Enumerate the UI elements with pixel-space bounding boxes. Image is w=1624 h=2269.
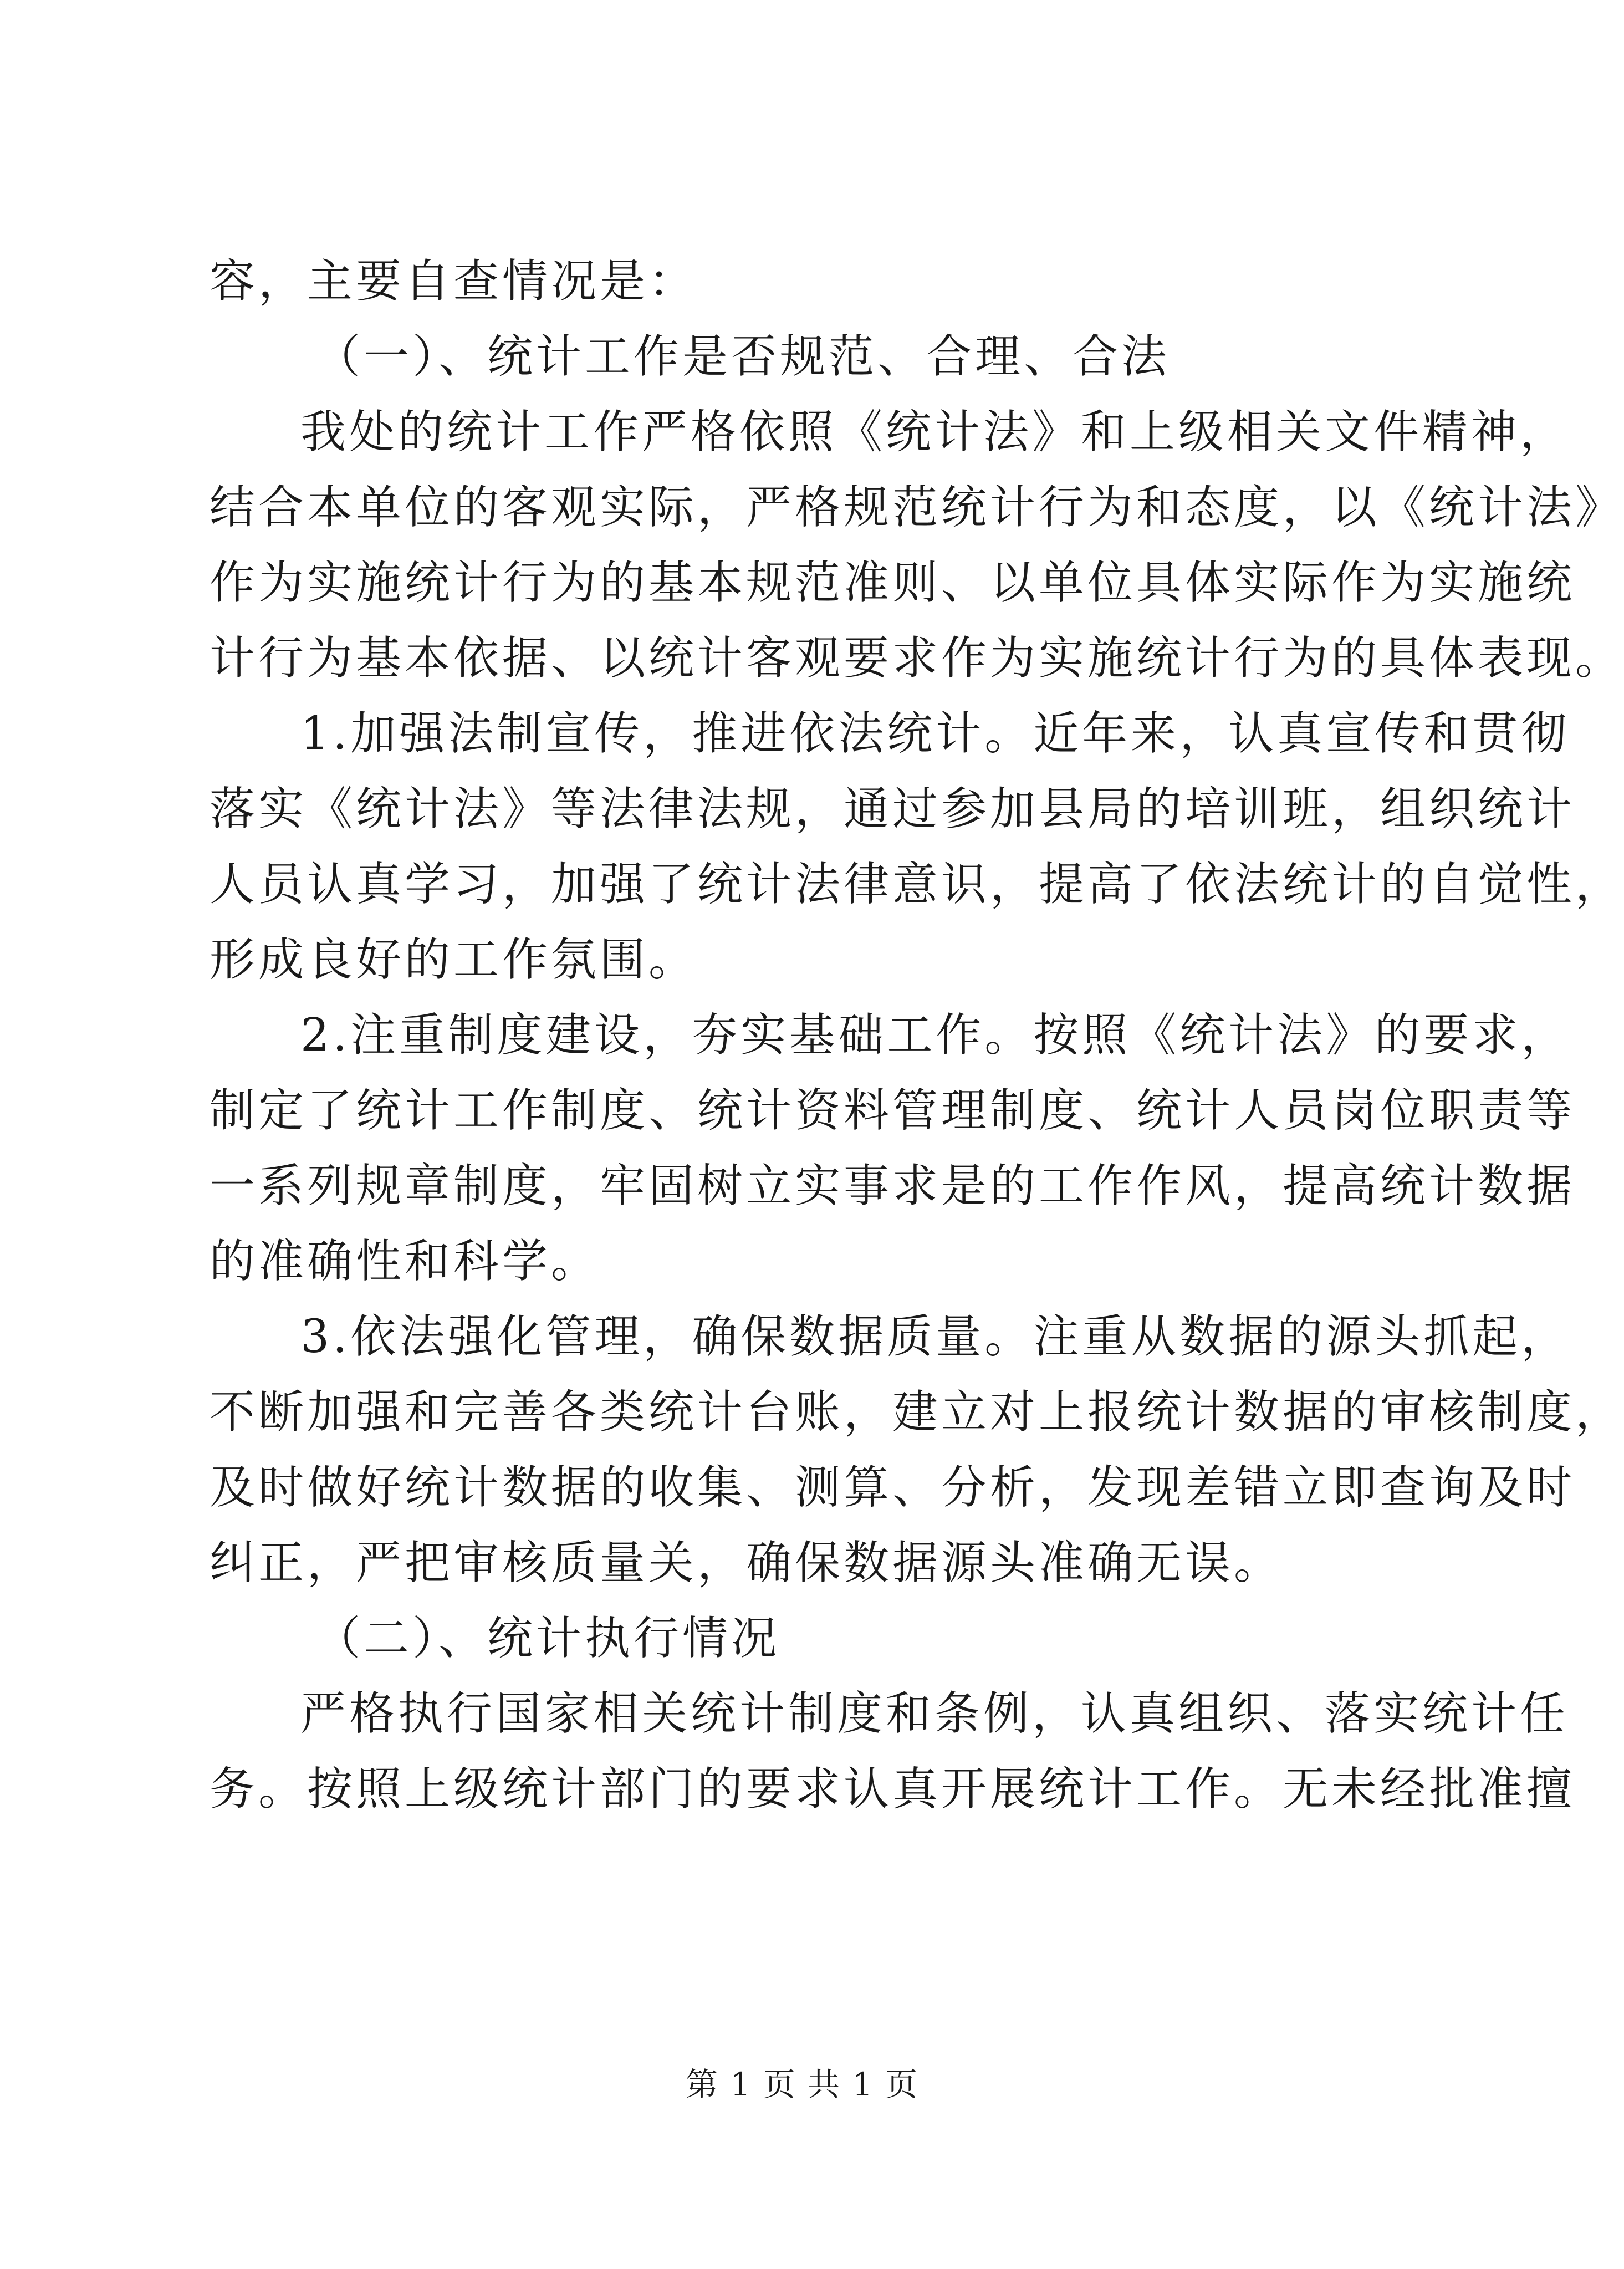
paragraph-line: 严格执行国家相关统计制度和条例，认真组织、落实统计任 bbox=[300, 1687, 1569, 1740]
paragraph-line: 制定了统计工作制度、统计资料管理制度、统计人员岗位职责等 bbox=[210, 1084, 1576, 1137]
paragraph-line: 结合本单位的客观实际，严格规范统计行为和态度，以《统计法》 bbox=[210, 481, 1624, 534]
paragraph-line: 3.依法强化管理，确保数据质量。注重从数据的源头抓起， bbox=[300, 1311, 1570, 1363]
page-number-label: 第 1 页 共 1 页 bbox=[686, 2066, 918, 2103]
section-heading: （一）、统计工作是否规范、合理、合法 bbox=[315, 330, 1171, 383]
section-heading: （二）、统计执行情况 bbox=[315, 1612, 780, 1665]
page-footer bbox=[0, 2062, 1604, 2107]
paragraph-line: 作为实施统计行为的基本规范准则、以单位具体实际作为实施统 bbox=[210, 557, 1576, 609]
paragraph-line: 的准确性和科学。 bbox=[210, 1235, 600, 1288]
paragraph-line: 1.加强法制宣传，推进依法统计。近年来，认真宣传和贯彻 bbox=[300, 707, 1570, 760]
paragraph-line: 2.注重制度建设，夯实基础工作。按照《统计法》的要求， bbox=[300, 1009, 1570, 1062]
paragraph-line: 不断加强和完善各类统计台账，建立对上报统计数据的审核制度， bbox=[210, 1386, 1624, 1439]
paragraph-line: 落实《统计法》等法律法规，通过参加县局的培训班，组织统计 bbox=[210, 783, 1576, 835]
document-body bbox=[210, 244, 1624, 1827]
paragraph-line: 纠正，严把审核质量关，确保数据源头准确无误。 bbox=[210, 1537, 1283, 1589]
paragraph-line: 形成良好的工作氛围。 bbox=[210, 934, 698, 986]
paragraph-line: 及时做好统计数据的收集、测算、分析，发现差错立即查询及时 bbox=[210, 1461, 1576, 1514]
paragraph-line: 我处的统计工作严格依照《统计法》和上级相关文件精神， bbox=[300, 406, 1569, 458]
paragraph-line: 一系列规章制度，牢固树立实事求是的工作作风，提高统计数据 bbox=[210, 1160, 1576, 1212]
paragraph-line: 务。按照上级统计部门的要求认真开展统计工作。无未经批准擅 bbox=[210, 1763, 1576, 1816]
paragraph-line: 人员认真学习，加强了统计法律意识，提高了依法统计的自觉性， bbox=[210, 858, 1624, 911]
paragraph-line: 计行为基本依据、以统计客观要求作为实施统计行为的具体表现。 bbox=[210, 632, 1624, 685]
paragraph-line: 容，主要自查情况是： bbox=[210, 255, 698, 308]
